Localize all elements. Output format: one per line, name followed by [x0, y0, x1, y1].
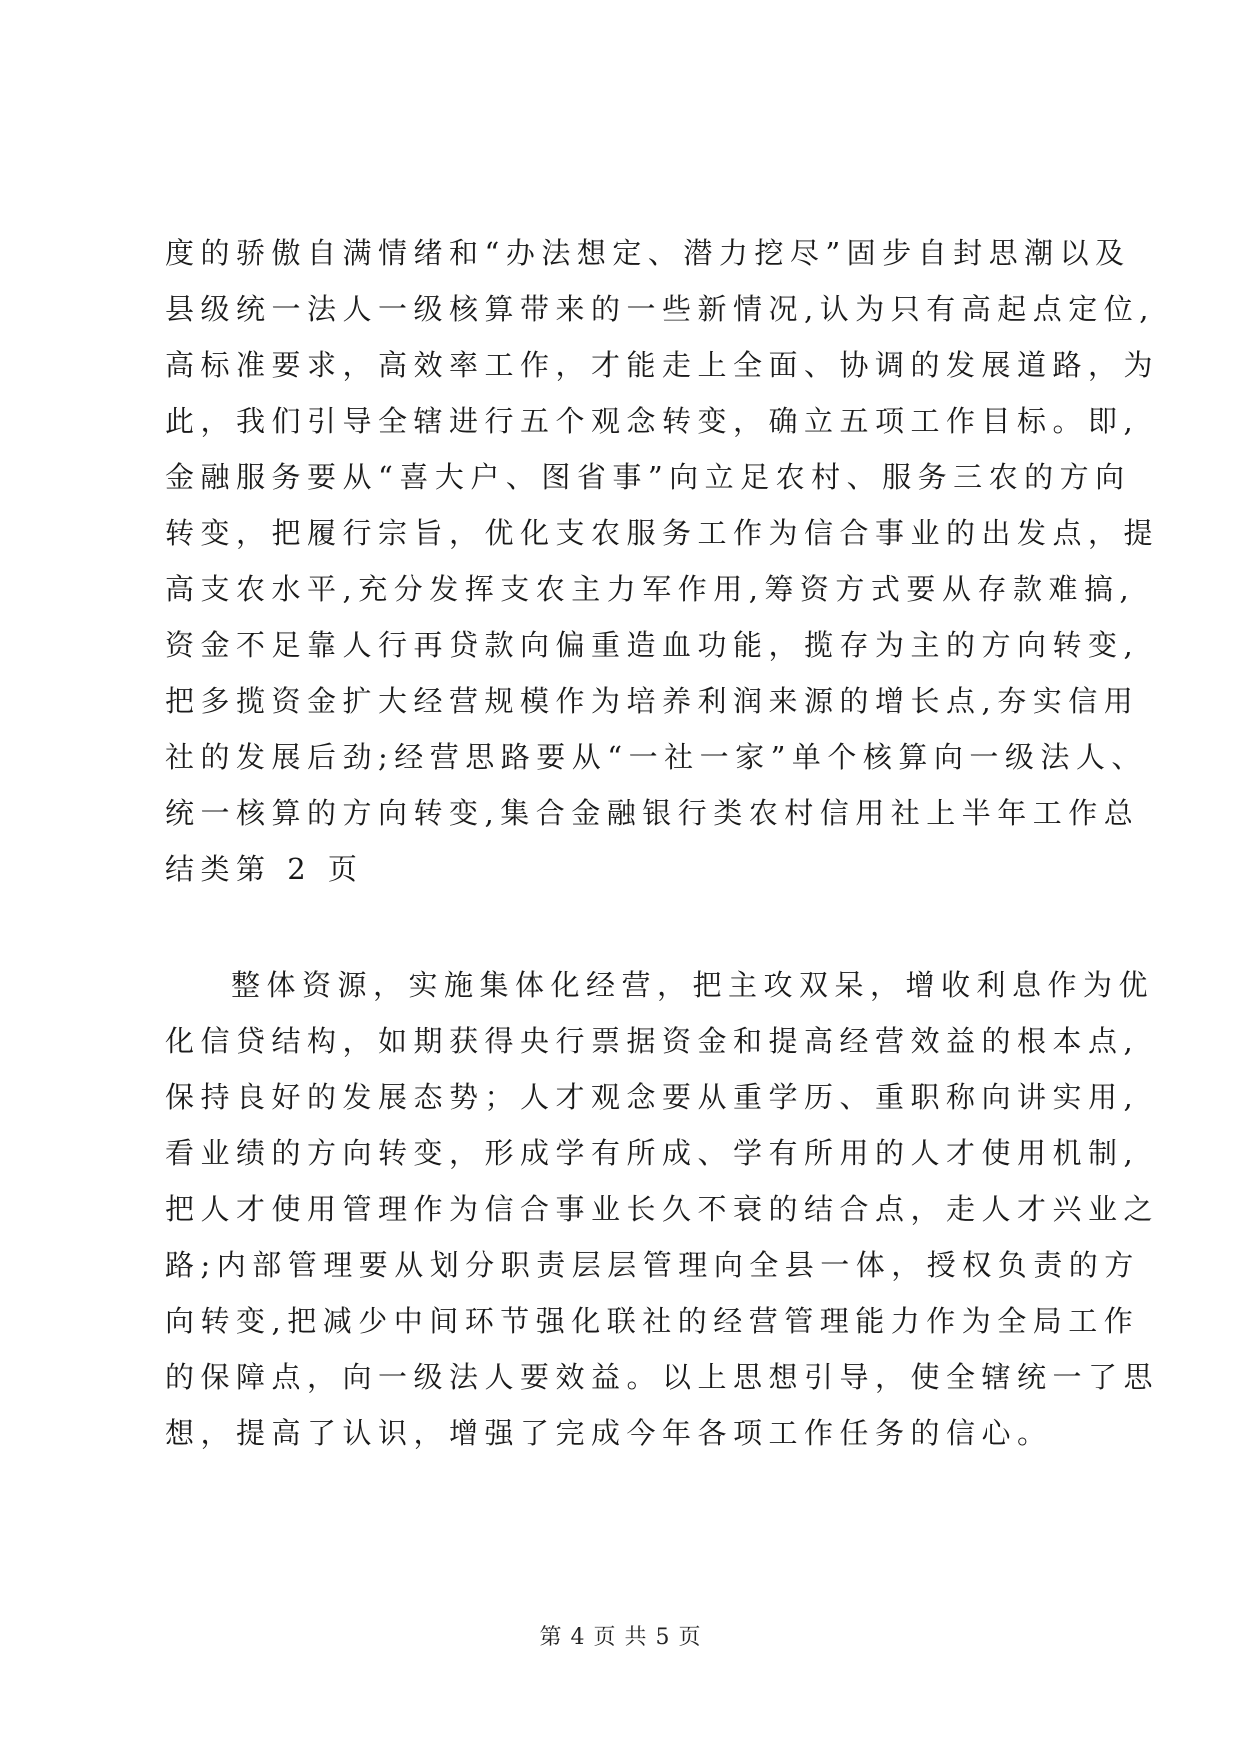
text-line: 县级统一法人一级核算带来的一些新情况,认为只有高起点定位,	[165, 292, 1155, 326]
text-line: 化信贷结构，如期获得央行票据资金和提高经营效益的根本点,	[165, 1024, 1140, 1058]
text-line: 此，我们引导全辖进行五个观念转变，确立五项工作目标。即,	[165, 404, 1140, 438]
text-line: 路;内部管理要从划分职责层层管理向全县一体，授权负责的方	[165, 1248, 1140, 1282]
text-line: 转变，把履行宗旨，优化支农服务工作为信合事业的出发点，提	[165, 516, 1160, 550]
text-line: 高支农水平,充分发挥支农主力军作用,筹资方式要从存款难搞,	[165, 572, 1136, 606]
text-line: 结类第 2 页	[165, 852, 364, 886]
text-line: 把人才使用管理作为信合事业长久不衰的结合点，走人才兴业之	[165, 1192, 1160, 1226]
text-line: 资金不足靠人行再贷款向偏重造血功能，揽存为主的方向转变,	[165, 628, 1140, 662]
text-line: 想，提高了认识，增强了完成今年各项工作任务的信心。	[165, 1416, 1053, 1450]
paragraph-1	[165, 225, 1160, 897]
text-line: 整体资源，实施集体化经营，把主攻双呆，增收利息作为优	[231, 968, 1155, 1002]
text-line: 度的骄傲自满情绪和“办法想定、潜力挖尽”固步自封思潮以及	[165, 236, 1131, 270]
text-line: 金融服务要从“喜大户、图省事”向立足农村、服务三农的方向	[165, 460, 1131, 494]
page-number-footer: 第 4 页 共 5 页	[539, 1625, 702, 1650]
text-line: 看业绩的方向转变，形成学有所成、学有所用的人才使用机制,	[165, 1136, 1140, 1170]
text-line: 保持良好的发展态势；人才观念要从重学历、重职称向讲实用,	[165, 1080, 1140, 1114]
text-line: 社的发展后劲;经营思路要从“一社一家”单个核算向一级法人、	[165, 740, 1147, 774]
text-line: 把多揽资金扩大经营规模作为培养利润来源的增长点,夯实信用	[165, 684, 1140, 718]
text-line: 统一核算的方向转变,集合金融银行类农村信用社上半年工作总	[165, 796, 1140, 830]
paragraph-2	[165, 957, 1160, 1461]
text-line: 高标准要求，高效率工作，才能走上全面、协调的发展道路，为	[165, 348, 1160, 382]
text-line: 的保障点，向一级法人要效益。以上思想引导，使全辖统一了思	[165, 1360, 1160, 1394]
text-line: 向转变,把减少中间环节强化联社的经营管理能力作为全局工作	[165, 1304, 1140, 1338]
